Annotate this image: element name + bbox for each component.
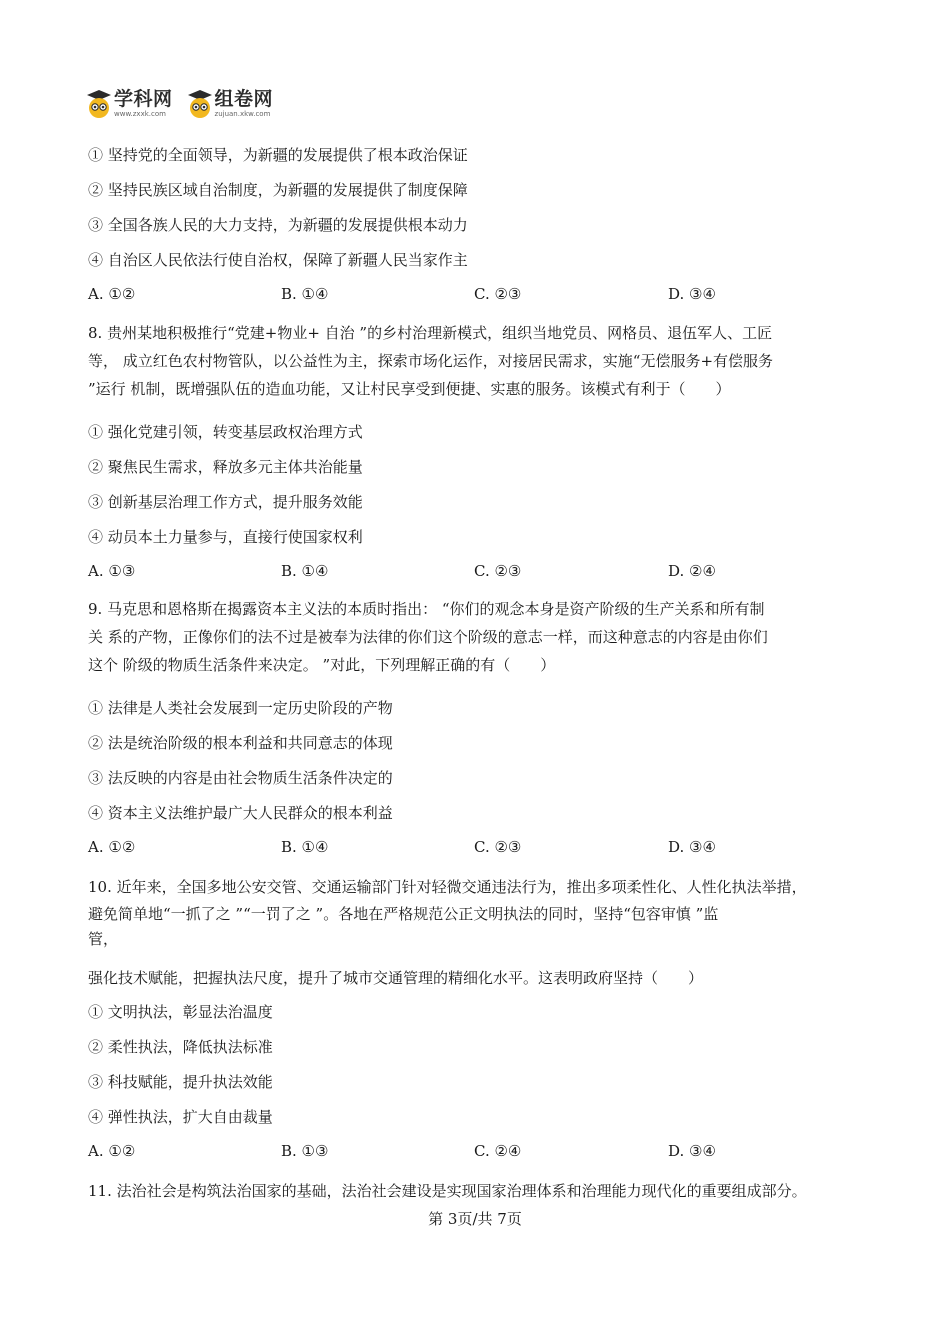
q8-option-a: A. ①③ [88, 562, 136, 580]
q7-item-4: ④ 自治区人民依法行使自治权，保障了新疆人民当家作主 [88, 251, 468, 269]
header-logos [86, 88, 287, 132]
q10-option-b: B. ①③ [281, 1142, 329, 1160]
q9-item-4: ④ 资本主义法维护最广大人民群众的根本利益 [88, 804, 393, 822]
q8-option-d: D. ②④ [668, 562, 716, 580]
q10-stem-line-4: 强化技术赋能，把握执法尺度，提升了城市交通管理的精细化水平。这表明政府坚持（ ） [88, 969, 704, 987]
q10-stem-line-1: 10. 近年来，全国多地公安交管、交通运输部门针对轻微交通违法行为，推出多项柔性化、人性化执法举措， [88, 878, 807, 896]
q10-stem-line-3: 管， [88, 930, 119, 948]
q8-stem-line-2: 等， 成立红色农村物管队，以公益性为主，探索市场化运作，对接居民需求，实施“无偿服务+有偿服务 [88, 352, 774, 370]
zujuan-logo-title: 组卷网 [214, 88, 274, 110]
q9-option-d: D. ③④ [668, 838, 716, 856]
q8-item-1: ① 强化党建引领，转变基层政权治理方式 [88, 423, 363, 441]
q8-item-2: ② 聚焦民生需求，释放多元主体共治能量 [88, 458, 363, 476]
q7-item-2: ② 坚持民族区域自治制度，为新疆的发展提供了制度保障 [88, 181, 468, 199]
q9-stem-line-2: 关 系的产物，正像你们的法不过是被奉为法律的你们这个阶级的意志一样，而这种意志的内容是由你们 [88, 628, 768, 646]
q10-item-1: ① 文明执法，彰显法治温度 [88, 1003, 273, 1021]
xueke-logo-url: www.zxxk.com [114, 110, 166, 118]
q10-stem-line-2: 避免简单地“一抓了之 ”“一罚了之 ”。各地在严格规范公正文明执法的同时，坚持“包容审慎 ”监 [88, 905, 719, 923]
q10-item-2: ② 柔性执法，降低执法标准 [88, 1038, 273, 1056]
zujuan-logo-url: zujuan.xkw.com [214, 110, 271, 118]
q8-option-b: B. ①④ [281, 562, 329, 580]
owl-icon [86, 88, 112, 118]
q10-option-c: C. ②④ [474, 1142, 522, 1160]
q9-item-3: ③ 法反映的内容是由社会物质生活条件决定的 [88, 769, 393, 787]
q7-item-1: ① 坚持党的全面领导，为新疆的发展提供了根本政治保证 [88, 146, 468, 164]
xueke-logo [86, 88, 173, 119]
q7-option-b: B. ①④ [281, 285, 329, 303]
q10-item-3: ③ 科技赋能，提升执法效能 [88, 1073, 273, 1091]
q10-option-a: A. ①② [88, 1142, 136, 1160]
q7-option-d: D. ③④ [668, 285, 716, 303]
q10-item-4: ④ 弹性执法，扩大自由裁量 [88, 1108, 273, 1126]
owl-icon [187, 88, 213, 118]
q8-stem-line-3: ”运行 机制，既增强队伍的造血功能，又让村民享受到便捷、实惠的服务。该模式有利于（ ） [88, 380, 731, 398]
q7-item-3: ③ 全国各族人民的大力支持，为新疆的发展提供根本动力 [88, 216, 468, 234]
xueke-logo-title: 学科网 [114, 88, 173, 110]
zujuan-logo [187, 88, 274, 119]
q8-option-c: C. ②③ [474, 562, 522, 580]
q7-option-a: A. ①② [88, 285, 136, 303]
q9-option-b: B. ①④ [281, 838, 329, 856]
q9-item-2: ② 法是统治阶级的根本利益和共同意志的体现 [88, 734, 393, 752]
q11-stem-line-1: 11. 法治社会是构筑法治国家的基础，法治社会建设是实现国家治理体系和治理能力现代化的重要组成部分。 [88, 1182, 807, 1200]
q9-option-c: C. ②③ [474, 838, 522, 856]
q8-item-4: ④ 动员本土力量参与，直接行使国家权利 [88, 528, 363, 546]
q9-stem-line-1: 9. 马克思和恩格斯在揭露资本主义法的本质时指出： “你们的观念本身是资产阶级的生产关系和所有制 [88, 600, 765, 618]
q9-item-1: ① 法律是人类社会发展到一定历史阶段的产物 [88, 699, 393, 717]
q8-item-3: ③ 创新基层治理工作方式，提升服务效能 [88, 493, 363, 511]
q9-option-a: A. ①② [88, 838, 136, 856]
q8-stem-line-1: 8. 贵州某地积极推行“党建+物业+ 自治 ”的乡村治理新模式，组织当地党员、网格员、退伍军人、工匠 [88, 324, 773, 342]
page-number: 第 3页/共 7页 [428, 1210, 522, 1228]
q9-stem-line-3: 这个 阶级的物质生活条件来决定。 ”对此，下列理解正确的有（ ） [88, 656, 556, 674]
q10-option-d: D. ③④ [668, 1142, 716, 1160]
q7-option-c: C. ②③ [474, 285, 522, 303]
